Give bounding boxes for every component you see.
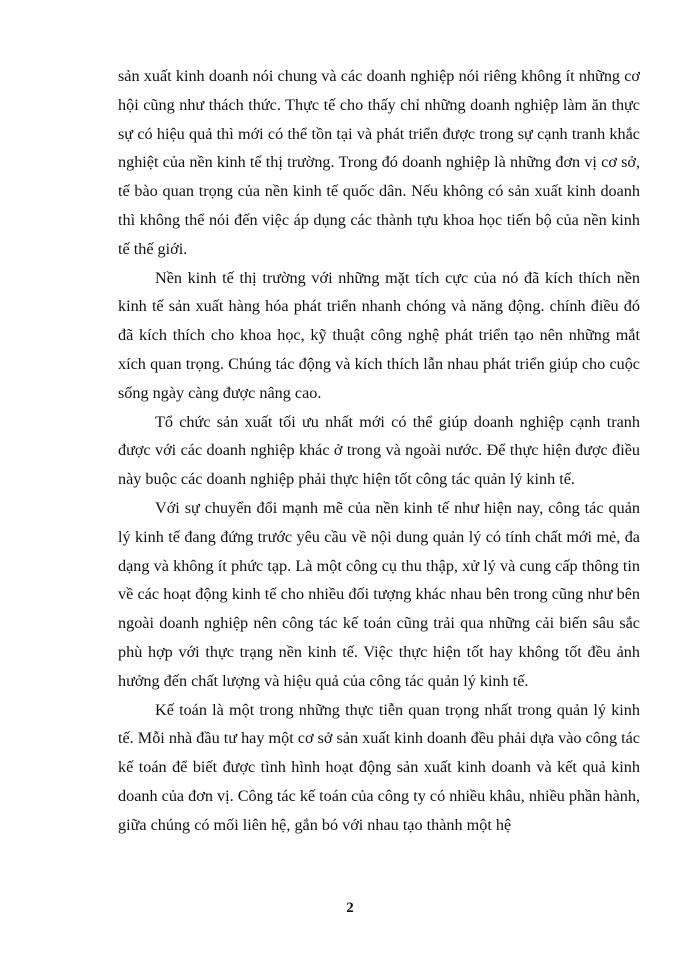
paragraph-market-economy: Nền kinh tế thị trường với những mặt tích cực của nó đã kích thích nền kinh tế sản xuất hàng hóa phát triển nhanh chóng và năng động. chính điều đó đã kích thích cho khoa học, kỹ thuật công nghệ phát triển tạo nên những mắt xích quan trọng. Chúng tác động và kích thích lẫn nhau phát triển giúp cho cuộc sống ngày càng được nâng cao. <box>118 268 640 402</box>
body-text <box>118 62 640 840</box>
paragraph-continuation: sản xuất kinh doanh nói chung và các doanh nghiệp nói riêng không ít những cơ hội cũng như thách thức. Thực tế cho thấy chỉ những doanh nghiệp làm ăn thực sự có hiệu quả thì mới có thể tồn tại và phát triển được trong sự cạnh tranh khắc nghiệt của nền kinh tế thị trường. Trong đó doanh nghiệp là những đơn vị cơ sở, tế bào quan trọng của nền kinh tế quốc dân. Nếu không có sản xuất kinh doanh thì không thể nói đến việc áp dụng các thành tựu khoa học tiến bộ của nền kinh tế thế giới. <box>118 67 640 258</box>
paragraph-accounting: Kế toán là một trong những thực tiễn quan trọng nhất trong quản lý kinh tế. Mỗi nhà đầu tư hay một cơ sở sản xuất kinh doanh đều phải dựa vào công tác kế toán để biết được tình hình hoạt động sản xuất kinh doanh và kết quả kinh doanh của đơn vị. Công tác kế toán của công ty có nhiều khâu, nhiều phần hành, giữa chúng có mối liên hệ, gắn bó với nhau tạo thành một hệ <box>118 700 640 834</box>
page-number: 2 <box>346 900 354 916</box>
paragraph-production-organization: Tổ chức sản xuất tối ưu nhất mới có thể giúp doanh nghiệp cạnh tranh được với các doanh nghiệp khác ở trong và ngoài nước. Để thực hiện được điều này buộc các doanh nghiệp phải thực hiện tốt công tác quản lý kinh tế. <box>118 412 640 489</box>
paragraph-economic-management: Với sự chuyển đổi mạnh mẽ của nền kinh tế như hiện nay, công tác quản lý kinh tế đang đứng trước yêu cầu về nội dung quản lý có tính chất mới mẻ, đa dạng và không ít phức tạp. Là một công cụ thu thập, xử lý và cung cấp thông tin về các hoạt động kinh tế cho nhiều đối tượng khác nhau bên trong cũng như bên ngoài doanh nghiệp nên công tác kế toán cũng trải qua những cải biến sâu sắc phù hợp với thực trạng nền kinh tế. Việc thực hiện tốt hay không tốt đều ảnh hưởng đến chất lượng và hiệu quả của công tác quản lý kinh tế. <box>118 498 640 690</box>
